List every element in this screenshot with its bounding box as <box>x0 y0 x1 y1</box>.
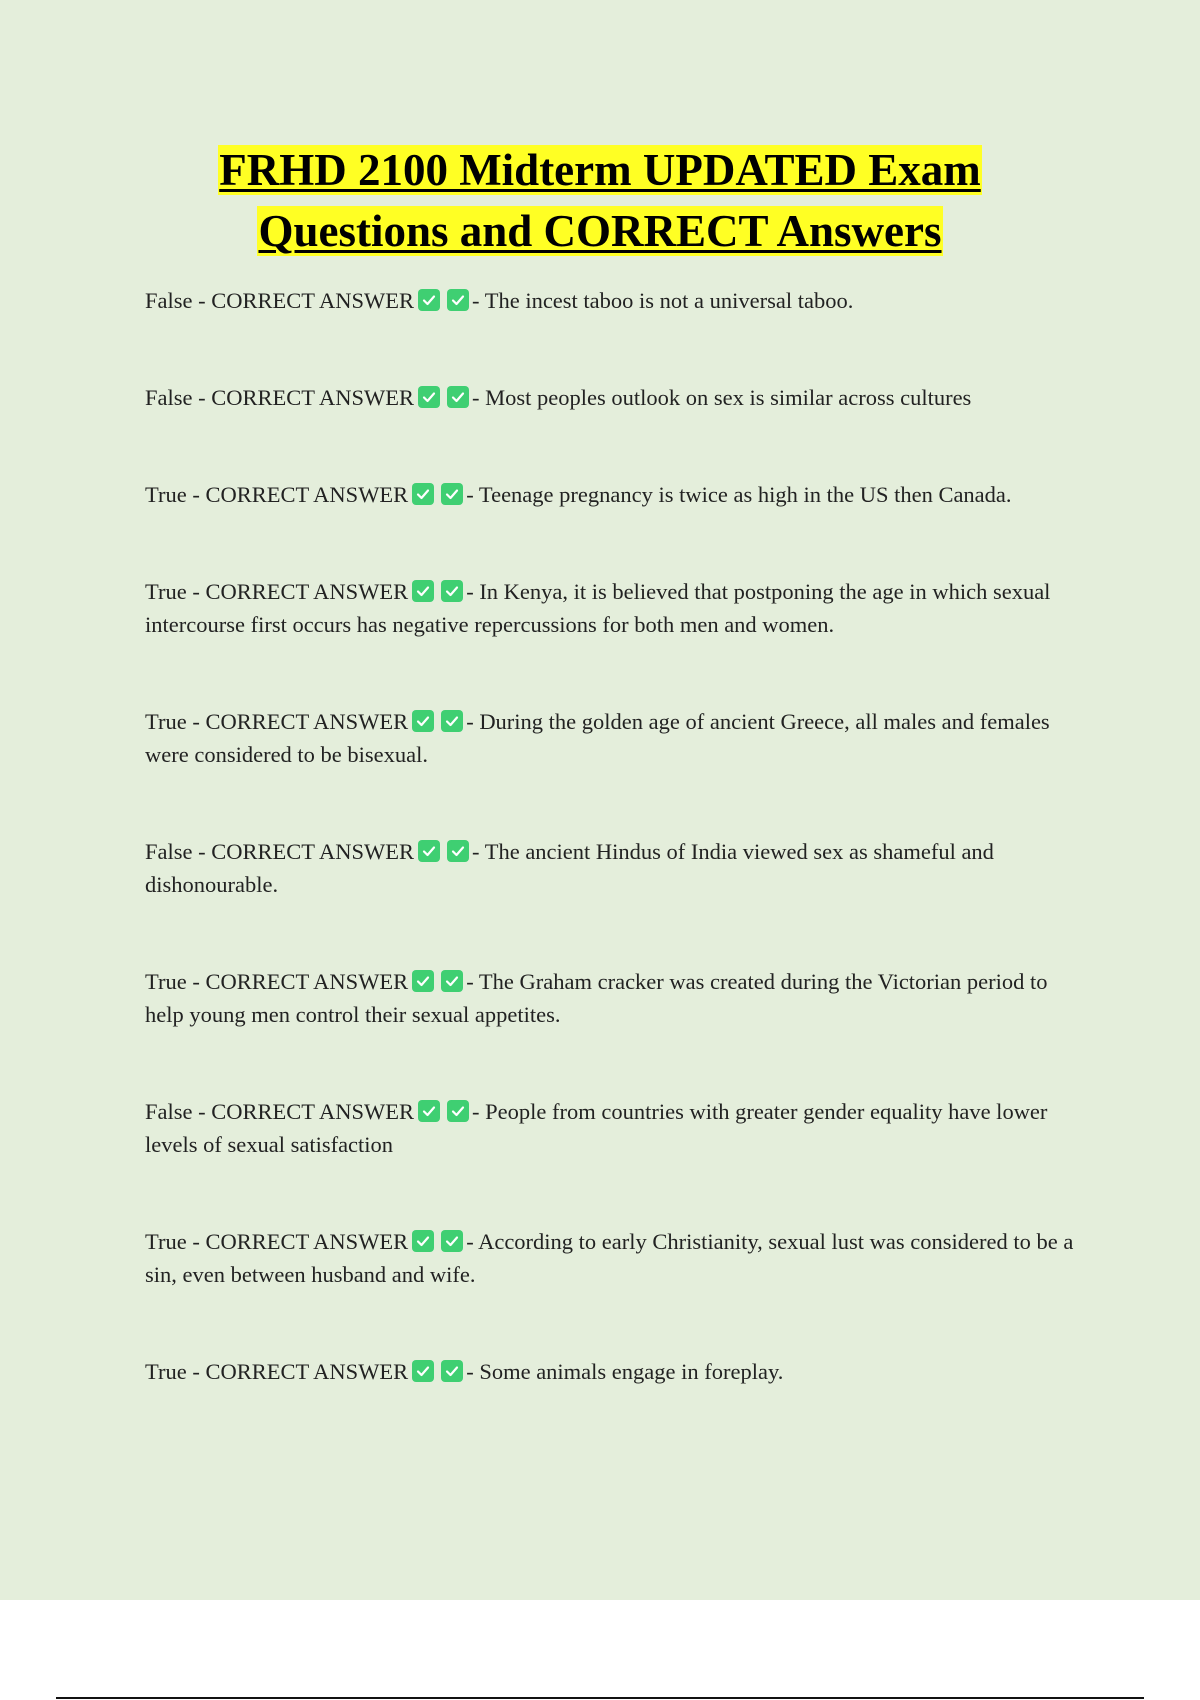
question-statement: Most peoples outlook on sex is similar across cultures <box>485 385 972 410</box>
check-mark-icon <box>418 386 440 408</box>
question-statement: During the golden age of ancient Greece, all males and females were considered to be bisexual. <box>145 709 1050 767</box>
qa-item: False - CORRECT ANSWER - People from countries with greater gender equality have lower levels of sexual satisfaction <box>145 1099 1048 1157</box>
correct-answer-label: CORRECT ANSWER <box>205 1229 409 1254</box>
answer-value: False <box>145 1099 193 1124</box>
check-mark-icon <box>441 710 463 732</box>
answer-value: True <box>145 709 187 734</box>
check-mark-icon <box>418 840 440 862</box>
correct-answer-label: CORRECT ANSWER <box>205 482 409 507</box>
title-line-1: FRHD 2100 Midterm UPDATED Exam <box>219 145 981 195</box>
check-mark-icon <box>412 970 434 992</box>
correct-answer-label: CORRECT ANSWER <box>211 288 414 313</box>
title-line-2: Questions and CORRECT Answers <box>258 206 942 256</box>
qa-item: True - CORRECT ANSWER - In Kenya, it is believed that postponing the age in which sexual intercourse first occurs has negative repercussions for both men and women. <box>145 579 1051 637</box>
check-mark-icon <box>441 1230 463 1252</box>
answer-value: True <box>145 969 187 994</box>
question-statement: The ancient Hindus of India viewed sex as shameful and dishonourable. <box>145 839 994 897</box>
answer-value: False <box>145 385 193 410</box>
check-mark-icon <box>418 1100 440 1122</box>
check-mark-icon <box>412 710 434 732</box>
question-statement: The incest taboo is not a universal taboo. <box>484 288 854 313</box>
document-title <box>0 140 1200 262</box>
check-mark-icon <box>447 289 469 311</box>
answer-value: True <box>145 1229 187 1254</box>
check-mark-icon <box>418 289 440 311</box>
qa-item: True - CORRECT ANSWER - Teenage pregnancy is twice as high in the US then Canada. <box>145 482 1012 507</box>
check-mark-icon <box>412 483 434 505</box>
question-statement: The Graham cracker was created during the Victorian period to help young men control their sexual appetites. <box>145 969 1048 1027</box>
question-statement: Teenage pregnancy is twice as high in the US then Canada. <box>478 482 1012 507</box>
question-statement: Some animals engage in foreplay. <box>479 1359 784 1384</box>
qa-list <box>145 284 1085 1452</box>
answer-value: True <box>145 579 187 604</box>
qa-item: True - CORRECT ANSWER - According to early Christianity, sexual lust was considered to be a sin, even between husband and wife. <box>145 1229 1074 1287</box>
check-mark-icon <box>441 483 463 505</box>
check-mark-icon <box>441 580 463 602</box>
answer-value: True <box>145 1359 187 1384</box>
check-mark-icon <box>412 1230 434 1252</box>
correct-answer-label: CORRECT ANSWER <box>205 969 409 994</box>
check-mark-icon <box>412 580 434 602</box>
correct-answer-label: CORRECT ANSWER <box>205 579 409 604</box>
question-statement: In Kenya, it is believed that postponing the age in which sexual intercourse first occurs has negative repercussions for both men and women. <box>145 579 1051 637</box>
correct-answer-label: CORRECT ANSWER <box>205 709 409 734</box>
question-statement: People from countries with greater gender equality have lower levels of sexual satisfaction <box>145 1099 1048 1157</box>
check-mark-icon <box>447 840 469 862</box>
qa-item: True - CORRECT ANSWER - Some animals engage in foreplay. <box>145 1359 784 1384</box>
check-mark-icon <box>447 1100 469 1122</box>
check-mark-icon <box>412 1360 434 1382</box>
check-mark-icon <box>447 386 469 408</box>
check-mark-icon <box>441 1360 463 1382</box>
correct-answer-label: CORRECT ANSWER <box>211 385 414 410</box>
question-statement: According to early Christianity, sexual lust was considered to be a sin, even between husband and wife. <box>145 1229 1074 1287</box>
correct-answer-label: CORRECT ANSWER <box>211 839 414 864</box>
qa-item: True - CORRECT ANSWER - The Graham cracker was created during the Victorian period to help young men control their sexual appetites. <box>145 969 1048 1027</box>
correct-answer-label: CORRECT ANSWER <box>211 1099 414 1124</box>
correct-answer-label: CORRECT ANSWER <box>205 1359 409 1384</box>
qa-item: False - CORRECT ANSWER - The incest taboo is not a universal taboo. <box>145 288 854 313</box>
answer-value: False <box>145 839 193 864</box>
answer-value: True <box>145 482 187 507</box>
answer-value: False <box>145 288 193 313</box>
footer-divider <box>56 1697 1144 1699</box>
qa-item: False - CORRECT ANSWER - The ancient Hindus of India viewed sex as shameful and dishonourable. <box>145 839 994 897</box>
check-mark-icon <box>441 970 463 992</box>
qa-item: True - CORRECT ANSWER - During the golden age of ancient Greece, all males and females were considered to be bisexual. <box>145 709 1050 767</box>
qa-item: False - CORRECT ANSWER - Most peoples outlook on sex is similar across cultures <box>145 385 972 410</box>
